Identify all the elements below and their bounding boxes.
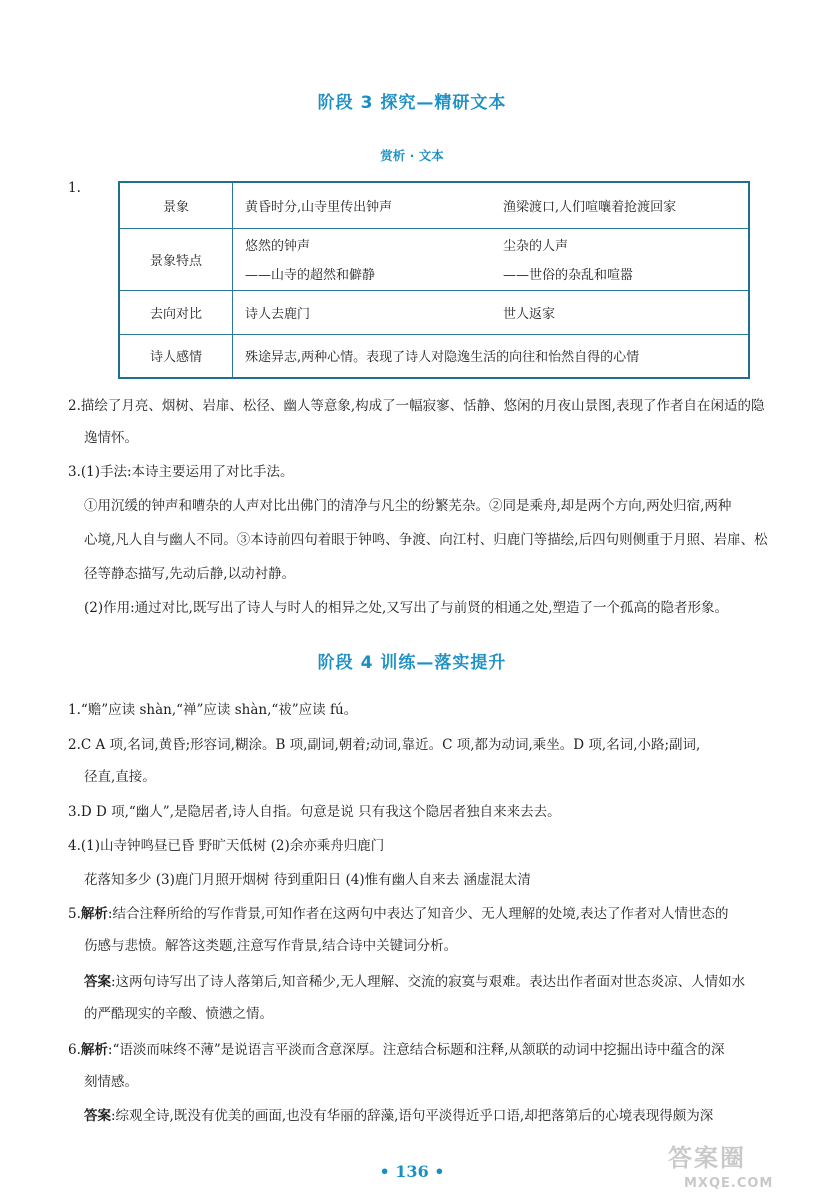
stage4-title: 阶段 4 训练—落实提升 [317, 653, 507, 673]
cell-left-2: ——山寺的超然和僻静 [245, 268, 376, 283]
answer-5-daan-line-1: 答案:这两句诗写出了诗人落第后,知音稀少,无人理解、交流的寂寞与艰难。表达出作者面对世态炎凉、人情如水 [84, 974, 746, 990]
table-row [119, 290, 749, 334]
cell-right: 世人返家 [503, 306, 556, 322]
jiexi-label: 解析 [80, 906, 108, 922]
row-key: 景象特点 [119, 228, 233, 290]
daan-label: 答案 [84, 1108, 111, 1124]
cell-full: 殊途异志,两种心情。表现了诗人对隐逸生活的向往和怡然自得的心情 [233, 334, 750, 378]
answer-4-line-1: 4.(1)山寺钟鸣昼已昏 野旷天低树 (2)余亦乘舟归鹿门 [68, 838, 385, 854]
answer-5-daan-line-2: 的严酷现实的辛酸、愤懑之情。 [84, 1006, 273, 1022]
page-number: • 136 • [379, 1162, 445, 1181]
table-row [119, 182, 749, 228]
stage3-subtitle: 赏析 · 文本 [380, 148, 444, 163]
answer-3-line-2: ①用沉缓的钟声和嘈杂的人声对比出佛门的清净与凡尘的纷繁芜杂。②同是乘舟,却是两个方向,两处归宿,两种 [84, 498, 732, 514]
cell-right: 渔梁渡口,人们喧嚷着抢渡回家 [503, 199, 677, 215]
answer-3-line-5: (2)作用:通过对比,既写出了诗人与时人的相异之处,又写出了与前贤的相通之处,塑造了一个孤高的隐者形象。 [84, 600, 729, 616]
jiexi-label: 解析 [80, 1042, 108, 1058]
cell-right-2: ——世俗的杂乱和喧嚣 [503, 268, 634, 283]
answer-2-line-1: 2.描绘了月亮、烟树、岩扉、松径、幽人等意象,构成了一幅寂寥、恬静、悠闲的月夜山景图,表现了作者自在闲适的隐 [68, 398, 765, 414]
table-row [119, 228, 749, 290]
analysis-table [118, 181, 750, 379]
answer-2-line-1: 2.C A 项,名词,黄昏;形容词,糊涂。B 项,副词,朝着;动词,靠近。C 项,都为动词,乘坐。D 项,名词,小路;副词, [68, 737, 701, 753]
answer-6-daan-line-1: 答案:综观全诗,既没有优美的画面,也没有华丽的辞藻,语句平淡得近乎口语,却把落第后的心境表现得颇为深 [84, 1108, 714, 1124]
answer-1: 1.“赡”应读 shàn,“禅”应读 shàn,“祓”应读 fú。 [68, 702, 358, 718]
watermark-logo: 答案圈 [668, 1144, 746, 1172]
answer-2-line-2: 径直,直接。 [84, 769, 156, 785]
answer-5-jiexi-line-2: 伤感与悲愤。解答这类题,注意写作背景,结合诗中关键词分析。 [84, 938, 458, 954]
answer-2-line-2: 逸情怀。 [84, 430, 138, 446]
answer-5-jiexi-line-1: 5.解析:结合注释所给的写作背景,可知作者在这两句中表达了知音少、无人理解的处境,表达了作者对人情世态的 [68, 906, 729, 922]
cell-left: 悠然的钟声 [245, 239, 311, 254]
daan-label: 答案 [84, 974, 111, 990]
watermark-url: MXQE.COM [684, 1176, 774, 1191]
answer-6-jiexi-line-2: 刻情感。 [84, 1074, 138, 1090]
answer-3-line-3: 心境,凡人自与幽人不同。③本诗前四句着眼于钟鸣、争渡、向江村、归鹿门等描绘,后四句则侧重于月照、岩扉、松 [84, 532, 768, 548]
answer-6-jiexi-line-1: 6.解析:“语淡而味终不薄”是说语言平淡而含意深厚。注意结合标题和注释,从颔联的动词中挖掘出诗中蕴含的深 [68, 1042, 725, 1058]
cell-right: 尘杂的人声 [503, 239, 569, 254]
row-key: 景象 [119, 182, 233, 228]
row-key: 去向对比 [119, 290, 233, 334]
question-1-number: 1. [68, 180, 81, 196]
answer-3: 3.D D 项,“幽人”,是隐居者,诗人自指。句意是说 只有我这个隐居者独自来来去去。 [68, 804, 561, 820]
stage3-title: 阶段 3 探究—精研文本 [317, 93, 507, 113]
cell-left: 诗人去鹿门 [245, 306, 311, 322]
cell-left: 黄昏时分,山寺里传出钟声 [245, 199, 393, 215]
answer-3-line-4: 径等静态描写,先动后静,以动衬静。 [84, 566, 296, 582]
row-key: 诗人感情 [119, 334, 233, 378]
answer-4-line-2: 花落知多少 (3)鹿门月照开烟树 待到重阳日 (4)惟有幽人自来去 涵虚混太清 [84, 872, 531, 888]
table-row [119, 334, 749, 378]
answer-3-line-1: 3.(1)手法:本诗主要运用了对比手法。 [68, 464, 294, 480]
